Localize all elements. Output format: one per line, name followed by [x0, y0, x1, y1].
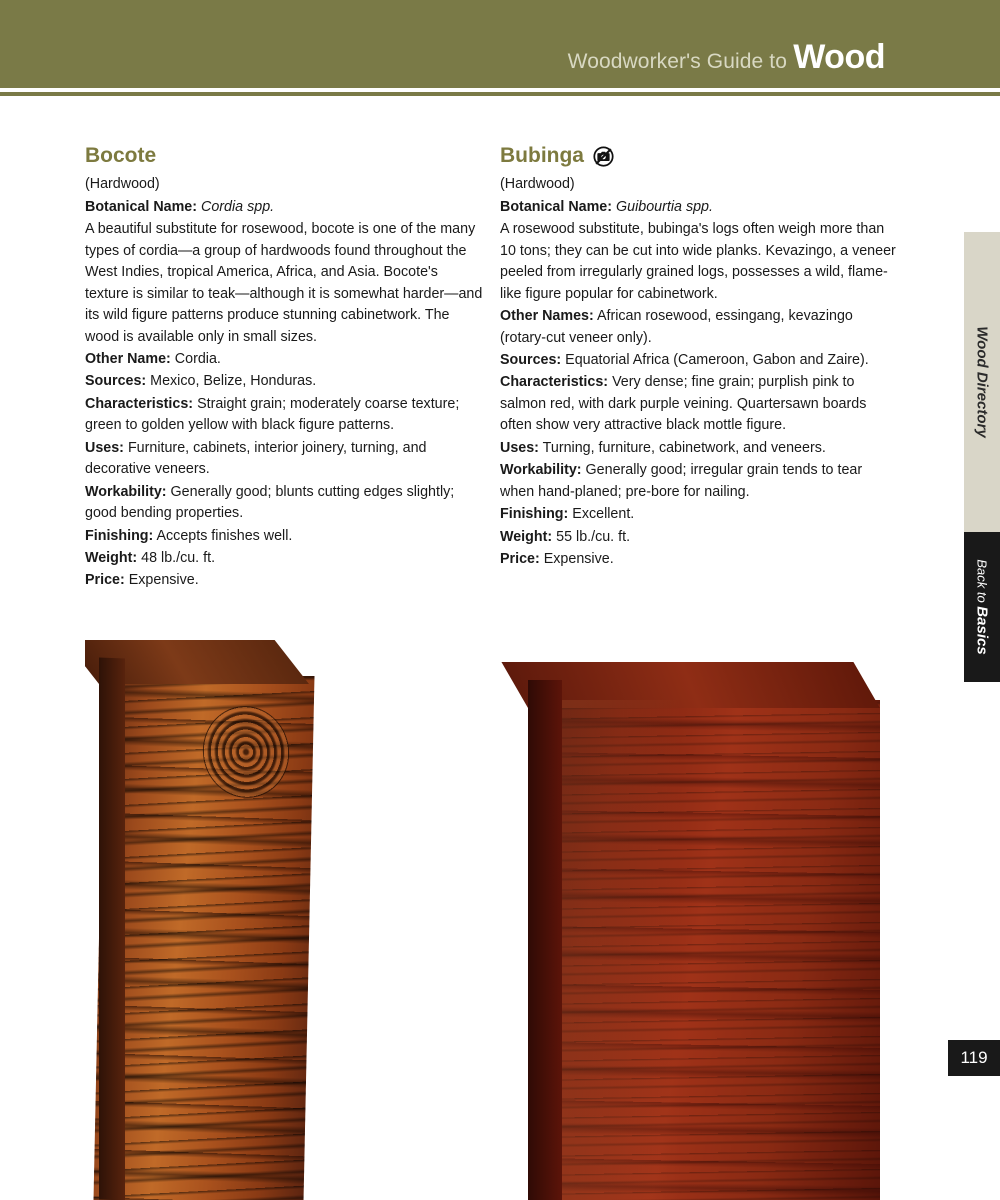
entry-bocote-field-price [85, 570, 483, 591]
entry-bocote-description: A beautiful substitute for rosewood, bocote is one of the many types of cordia—a group of hardwoods found throughout the West Indies, tropical America, Africa, and Asia. Bocote's texture is similar to teak—although it is somewhat harder—and its wild figure patterns produce stunning cabinetwork. The wood is available only in small sizes. [85, 221, 483, 345]
field-value: Cordia. [174, 351, 221, 367]
field-value: Equatorial Africa (Cameroon, Gabon and Zaire). [565, 352, 869, 368]
entry-bubinga [500, 140, 898, 571]
no-photo-icon [593, 145, 614, 166]
entry-bubinga-field-sources [500, 350, 898, 371]
field-label: Workability: [85, 483, 167, 500]
entry-bubinga-botanical [500, 197, 898, 218]
side-tab-basics-bold: Basics [973, 606, 991, 655]
field-label: Workability: [500, 462, 582, 479]
entry-bocote-title [85, 140, 483, 172]
entry-bubinga-description: A rosewood substitute, bubinga's logs often weigh more than 10 tons; they can be cut into wide planks. Kevazingo, a veneer peeled from irregularly grained logs, possesses a wild, flame-like figure popular for cabinetwork. [500, 221, 896, 302]
entry-bocote-botanical-label: Botanical Name: [85, 198, 198, 215]
entry-bocote-field-workability [85, 482, 483, 525]
field-value: Furniture, cabinets, interior joinery, turning, and decorative veneers. [85, 439, 427, 478]
wood-sample-bubinga-image [500, 640, 900, 1200]
entry-bubinga-field-other-names [500, 306, 898, 349]
entry-bubinga-title [500, 140, 898, 172]
field-label: Weight: [85, 549, 138, 566]
field-label: Price: [85, 572, 125, 589]
entry-bubinga-field-finishing [500, 504, 898, 525]
header-divider [0, 92, 1000, 96]
entry-bocote-field-characteristics [85, 394, 483, 437]
bocote-board-edge [99, 658, 125, 1200]
field-value: Generally good; blunts cutting edges slightly; good bending properties. [85, 483, 455, 522]
entry-bocote-type: (Hardwood) [85, 175, 160, 192]
entry-bubinga-type: (Hardwood) [500, 175, 575, 192]
page-header-title [568, 38, 885, 77]
header-title-light: Woodworker's Guide to [567, 50, 787, 73]
side-tab-wood-directory[interactable] [964, 232, 1000, 532]
entry-bocote-botanical [85, 197, 483, 218]
entry-bubinga-field-price [500, 549, 898, 570]
side-tab-wood-directory-label: Wood Directory [973, 326, 991, 438]
entry-bubinga-field-uses [500, 438, 898, 459]
entry-bocote-field-finishing [85, 526, 483, 547]
field-label: Other Name: [85, 351, 171, 367]
entry-bubinga-botanical-value: Guibourtia spp. [616, 198, 713, 215]
field-label: Characteristics: [500, 374, 609, 391]
entry-bocote-field-weight [85, 548, 483, 569]
field-value: Generally good; irregular grain tends to tear when hand-planed; pre-bore for nailing. [500, 462, 863, 500]
field-value: Expensive. [543, 550, 614, 567]
field-value: African rosewood, essingang, kevazingo (rotary-cut veneer only). [500, 308, 853, 346]
field-value: Turning, furniture, cabinetwork, and veneers. [542, 439, 826, 456]
field-value: Accepts finishes well. [156, 527, 293, 544]
entry-bocote-field-other-name [85, 349, 483, 370]
side-tab-basics-light: Back to [974, 559, 990, 607]
bubinga-board-edge [528, 680, 562, 1200]
entry-bocote-field-uses [85, 438, 483, 481]
field-label: Sources: [85, 373, 147, 390]
field-value: Very dense; fine grain; purplish pink to salmon red, with dark purple veining. Quartersawn boards often show very attractive black mottle figure. [500, 374, 867, 434]
field-label: Finishing: [500, 506, 569, 523]
field-value: 48 lb./cu. ft. [141, 549, 216, 566]
entry-bubinga-botanical-label: Botanical Name: [500, 198, 613, 215]
entry-bocote-field-sources [85, 371, 483, 392]
side-tab-back-to-basics-label [974, 559, 991, 654]
entry-bubinga-field-weight [500, 527, 898, 548]
field-value: Straight grain; moderately coarse texture; green to golden yellow with black figure patterns. [85, 395, 460, 434]
field-value: Excellent. [572, 506, 635, 523]
field-label: Price: [500, 550, 540, 567]
entry-bocote-name: Bocote [85, 144, 157, 167]
page-number: 119 [948, 1040, 1000, 1076]
entry-bocote-botanical-value: Cordia spp. [201, 198, 275, 215]
field-value: Expensive. [128, 572, 199, 589]
field-value: Mexico, Belize, Honduras. [150, 373, 317, 390]
field-label: Finishing: [85, 527, 154, 544]
field-label: Other Names: [500, 308, 594, 325]
entry-bubinga-name: Bubinga [500, 144, 584, 167]
field-label: Weight: [500, 528, 553, 545]
wood-sample-bocote-image [85, 640, 325, 1200]
side-tab-back-to-basics[interactable] [964, 532, 1000, 682]
entry-bocote [85, 140, 483, 593]
field-label: Uses: [500, 439, 539, 456]
field-label: Characteristics: [85, 395, 194, 412]
entry-bubinga-field-workability [500, 460, 898, 503]
field-label: Uses: [85, 439, 124, 456]
bubinga-board-face [528, 700, 880, 1200]
bocote-board [85, 640, 325, 1200]
entry-bubinga-field-characteristics [500, 372, 898, 436]
field-label: Sources: [500, 352, 562, 368]
header-title-bold: Wood [793, 38, 885, 76]
field-value: 55 lb./cu. ft. [556, 528, 631, 545]
